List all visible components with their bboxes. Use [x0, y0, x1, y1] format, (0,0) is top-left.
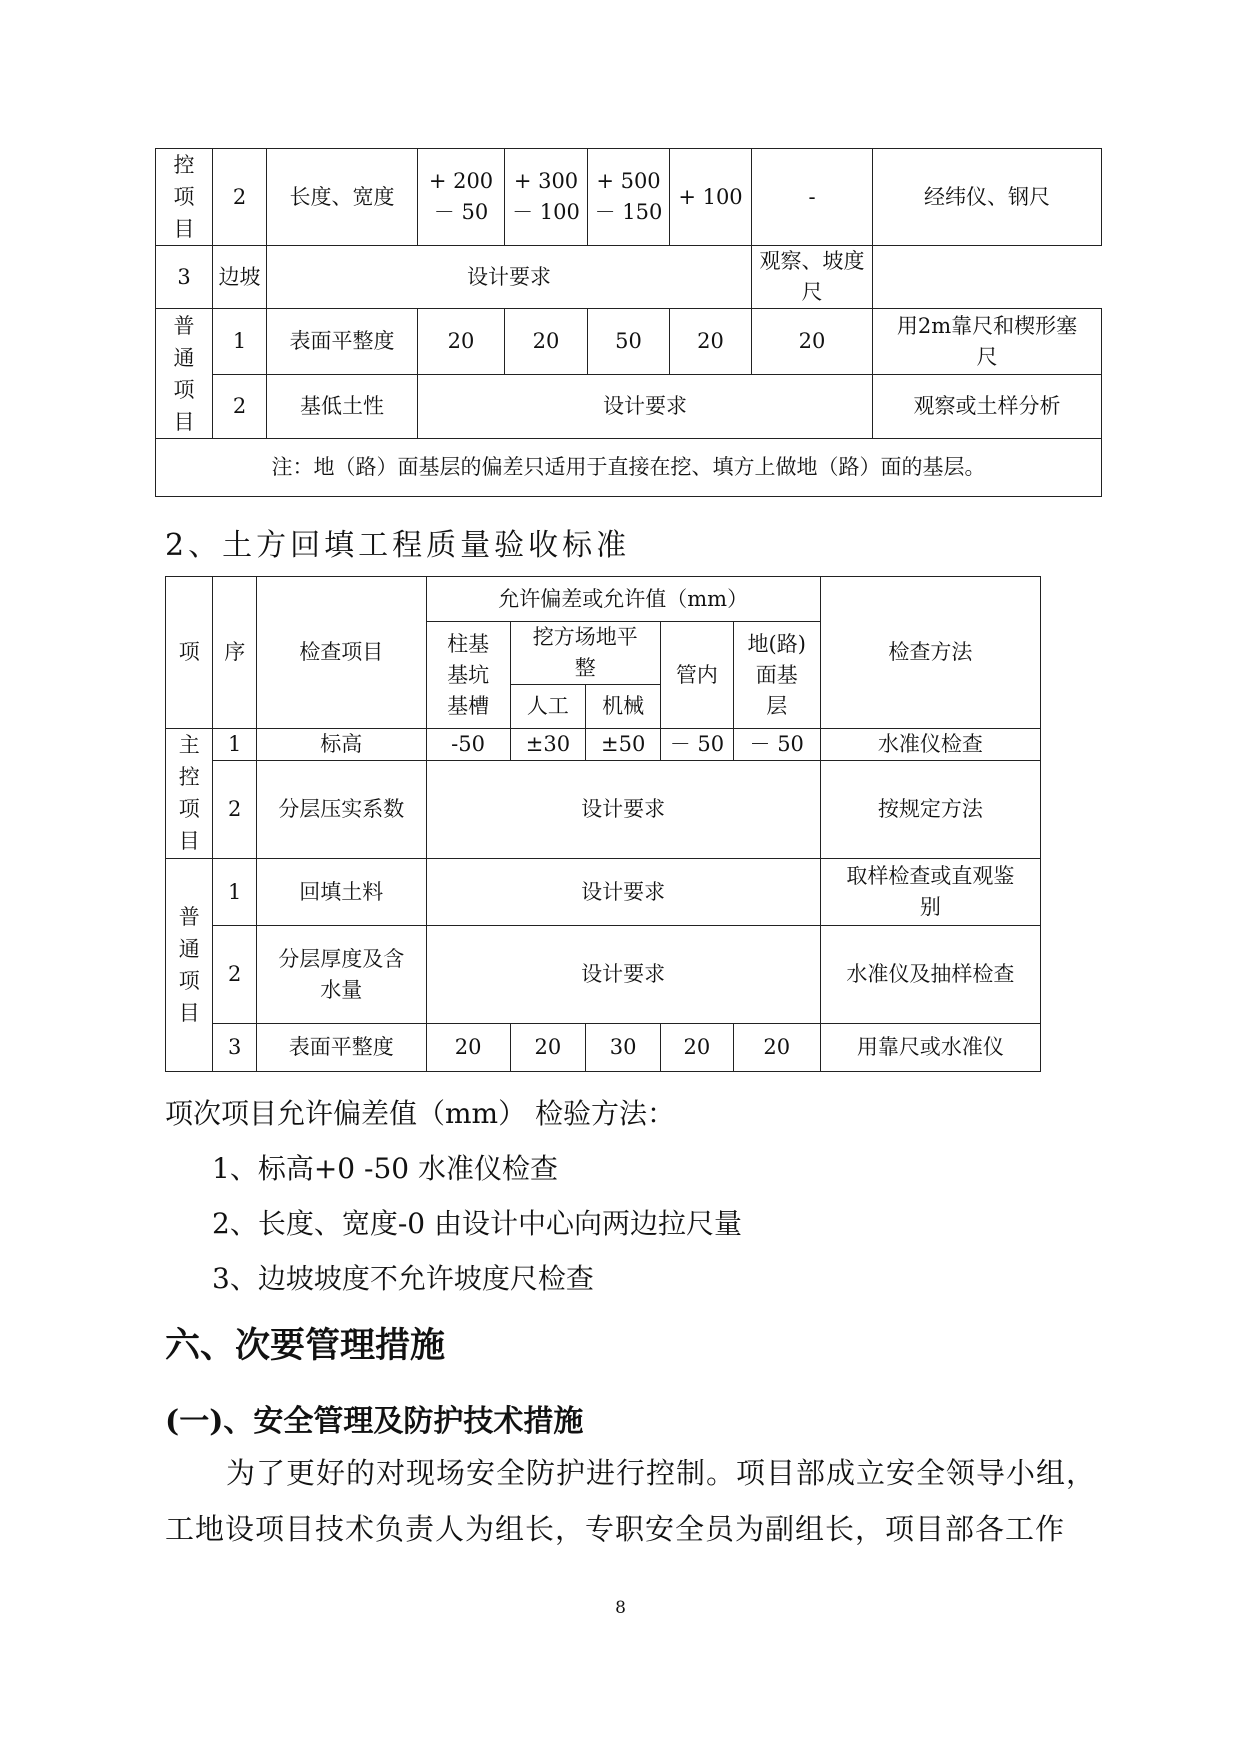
check-item: 边坡 [213, 246, 267, 309]
check-method: 按规定方法 [820, 761, 1040, 859]
group-label-general: 普 通 项 目 [166, 859, 213, 1072]
header-col-machine: 机械 [586, 685, 661, 729]
design-requirement-cell: 设计要求 [267, 246, 752, 309]
header-col-foundation-pit: 柱基 基坑 基槽 [426, 622, 510, 729]
excavation-tolerance-table [155, 148, 1102, 497]
value-cell: - [752, 149, 873, 246]
value-cell: 20 [670, 309, 752, 375]
check-method: 观察或土样分析 [873, 375, 1102, 439]
value-cell: ±30 [510, 729, 586, 761]
check-item: 表面平整度 [256, 1024, 426, 1072]
check-item: 分层厚度及含 水量 [256, 926, 426, 1024]
check-item: 长度、宽度 [267, 149, 418, 246]
list-item: 2、长度、宽度-0 由设计中心向两边拉尺量 [212, 1207, 742, 1240]
design-requirement-cell: 设计要求 [426, 926, 820, 1024]
header-allowance: 允许偏差或允许值（mm） [426, 577, 820, 622]
value-cell: 20 [418, 309, 505, 375]
value-cell: 20 [426, 1024, 510, 1072]
value-cell: + 300 － 100 [505, 149, 588, 246]
row-number: 1 [213, 309, 267, 375]
header-xiang: 项 [166, 577, 213, 729]
value-cell: 30 [586, 1024, 661, 1072]
value-cell: 20 [752, 309, 873, 375]
row-number: 2 [213, 926, 256, 1024]
header-col-road-base: 地(路) 面基 层 [733, 622, 820, 729]
value-cell: － 50 [733, 729, 820, 761]
header-col-site-leveling: 挖方场地平 整 [510, 622, 661, 685]
check-method: 用靠尺或水准仪 [820, 1024, 1040, 1072]
backfill-acceptance-table [165, 576, 1041, 1072]
check-method: 经纬仪、钢尺 [873, 149, 1102, 246]
design-requirement-cell: 设计要求 [426, 859, 820, 926]
check-item: 表面平整度 [267, 309, 418, 375]
list-item: 1、标高+0 -50 水准仪检查 [212, 1152, 558, 1185]
design-requirement-cell: 设计要求 [426, 761, 820, 859]
row-number: 2 [213, 761, 256, 859]
value-cell: － 50 [661, 729, 734, 761]
section-heading: (一)、安全管理及防护技术措施 [165, 1404, 584, 1439]
group-label-main: 主 控 项 目 [166, 729, 213, 859]
header-col-pipe: 管内 [661, 622, 734, 729]
value-cell: + 100 [670, 149, 752, 246]
check-item: 分层压实系数 [256, 761, 426, 859]
check-item: 基低土性 [267, 375, 418, 439]
list-item: 3、边坡坡度不允许坡度尺检查 [212, 1262, 594, 1295]
value-cell: -50 [426, 729, 510, 761]
check-item: 标高 [256, 729, 426, 761]
section-title: 2、土方回填工程质量验收标准 [165, 528, 631, 563]
row-number: 1 [213, 859, 256, 926]
value-cell: ±50 [586, 729, 661, 761]
chapter-heading: 六、次要管理措施 [165, 1325, 446, 1366]
value-cell: + 500 － 150 [588, 149, 670, 246]
value-cell: + 200 － 50 [418, 149, 505, 246]
legend-line: 项次项目允许偏差值（mm） 检验方法： [165, 1097, 676, 1130]
value-cell: 20 [733, 1024, 820, 1072]
check-method: 取样检查或直观鉴 别 [820, 859, 1040, 926]
header-xu: 序 [213, 577, 256, 729]
row-number: 1 [213, 729, 256, 761]
header-col-manual: 人工 [510, 685, 586, 729]
paragraph-line: 工地设项目技术负责人为组长，专职安全员为副组长，项目部各工作 [165, 1512, 1066, 1546]
page-number: 8 [615, 1598, 626, 1618]
row-number: 2 [213, 149, 267, 246]
check-item: 回填土料 [256, 859, 426, 926]
check-method: 水准仪及抽样检查 [820, 926, 1040, 1024]
group-label-main: 控 项 目 [156, 149, 213, 246]
header-check-method: 检查方法 [820, 577, 1040, 729]
table-note: 注：地（路）面基层的偏差只适用于直接在挖、填方上做地（路）面的基层。 [156, 439, 1102, 497]
group-label-general: 普 通 项 目 [156, 309, 213, 439]
design-requirement-cell: 设计要求 [418, 375, 873, 439]
row-number: 3 [156, 246, 213, 309]
check-method: 用2m靠尺和楔形塞 尺 [873, 309, 1102, 375]
value-cell: 20 [505, 309, 588, 375]
row-number: 3 [213, 1024, 256, 1072]
value-cell: 50 [588, 309, 670, 375]
check-method: 观察、坡度尺 [752, 246, 873, 309]
header-check-item: 检查项目 [256, 577, 426, 729]
paragraph-line: 为了更好的对现场安全防护进行控制。项目部成立安全领导小组， [226, 1456, 1097, 1490]
row-number: 2 [213, 375, 267, 439]
check-method: 水准仪检查 [820, 729, 1040, 761]
value-cell: 20 [661, 1024, 734, 1072]
value-cell: 20 [510, 1024, 586, 1072]
